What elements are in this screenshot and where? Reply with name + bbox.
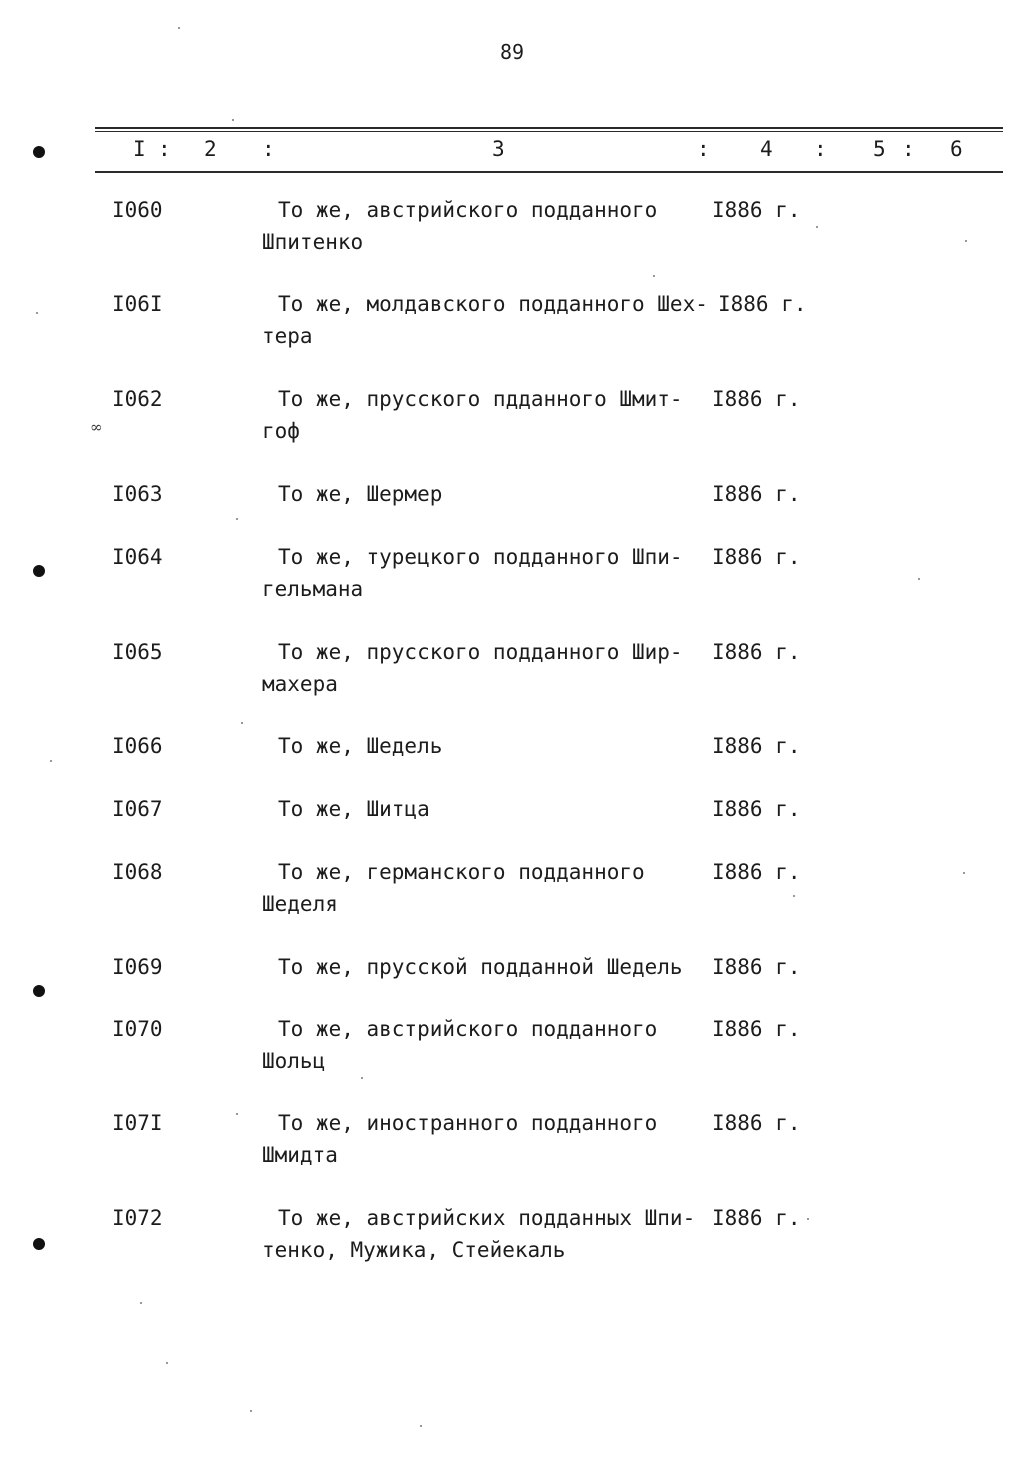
- scan-speck: [816, 226, 818, 228]
- record-title: То же, Шедель: [278, 734, 443, 758]
- record-row: [0, 545, 1024, 625]
- record-number: I060: [112, 198, 163, 222]
- record-title: То же, Шитца: [278, 797, 430, 821]
- binder-hole: [33, 146, 45, 158]
- record-title: То же, турецкого подданного Шпи-: [278, 545, 683, 569]
- record-year: I886 г.: [718, 292, 807, 316]
- record-number: I063: [112, 482, 163, 506]
- record-title: То же, австрийских подданных Шпи-: [278, 1206, 696, 1230]
- col-header-3: 3: [492, 137, 505, 161]
- scan-speck: [140, 1302, 142, 1304]
- record-number: I066: [112, 734, 163, 758]
- scan-speck: [236, 1113, 238, 1115]
- record-title-continued: гоф: [262, 419, 300, 443]
- record-title-continued: тенко, Мужика, Стейекаль: [262, 1238, 566, 1262]
- record-row: [0, 1017, 1024, 1097]
- col-header-5: 5: [873, 137, 886, 161]
- record-row: [0, 198, 1024, 278]
- binder-hole: [33, 985, 45, 997]
- scan-speck: [361, 1077, 363, 1079]
- record-title: То же, австрийского подданного: [278, 198, 658, 222]
- scan-speck: [232, 119, 234, 121]
- record-title: То же, германского подданного: [278, 860, 645, 884]
- record-title: То же, прусского пдданного Шмит-: [278, 387, 683, 411]
- record-title-continued: Шпитенко: [262, 230, 364, 254]
- record-number: I067: [112, 797, 163, 821]
- scan-speck: [236, 518, 238, 520]
- col-header-1: I: [133, 137, 146, 161]
- record-number: I070: [112, 1017, 163, 1041]
- record-year: I886 г.: [712, 640, 801, 664]
- scan-speck: [965, 240, 967, 242]
- record-year: I886 г.: [712, 1017, 801, 1041]
- record-number: I064: [112, 545, 163, 569]
- col-header-4: 4: [760, 137, 773, 161]
- record-number: I07I: [112, 1111, 163, 1135]
- record-year: I886 г.: [712, 1206, 801, 1230]
- record-title-continued: Шеделя: [262, 892, 338, 916]
- record-year: I886 г.: [712, 797, 801, 821]
- record-row: [0, 292, 1024, 372]
- record-row: [0, 1206, 1024, 1286]
- record-title-continued: гельмана: [262, 577, 364, 601]
- scan-speck: [250, 1410, 252, 1412]
- record-title: То же, молдавского подданного Шех-: [278, 292, 708, 316]
- scan-speck: [420, 1425, 422, 1427]
- record-row: [0, 640, 1024, 720]
- col-header-separator: :: [697, 137, 710, 161]
- record-title-continued: тера: [262, 324, 313, 348]
- col-header-separator: :: [902, 137, 915, 161]
- record-title: То же, иностранного подданного: [278, 1111, 658, 1135]
- binder-hole: [33, 1238, 45, 1250]
- record-row: [0, 387, 1024, 467]
- record-number: I069: [112, 955, 163, 979]
- col-header-6: 6: [950, 137, 963, 161]
- record-year: I886 г.: [712, 482, 801, 506]
- binder-hole: [33, 565, 45, 577]
- record-row: [0, 860, 1024, 940]
- record-title: То же, прусского подданного Шир-: [278, 640, 683, 664]
- header-top-rule-thin: [95, 131, 1003, 132]
- record-year: I886 г.: [712, 955, 801, 979]
- record-year: I886 г.: [712, 387, 801, 411]
- scan-speck: [50, 760, 52, 762]
- record-number: I072: [112, 1206, 163, 1230]
- record-number: I068: [112, 860, 163, 884]
- scan-speck: [807, 1218, 809, 1220]
- header-top-rule: [95, 127, 1003, 129]
- record-number: I065: [112, 640, 163, 664]
- record-year: I886 г.: [712, 860, 801, 884]
- record-year: I886 г.: [712, 198, 801, 222]
- scan-speck: [178, 27, 180, 29]
- record-title-continued: Шольц: [262, 1049, 326, 1073]
- record-title-continued: махера: [262, 672, 338, 696]
- record-title: То же, прусской подданной Шедель: [278, 955, 683, 979]
- header-bottom-rule: [95, 171, 1003, 173]
- record-year: I886 г.: [712, 545, 801, 569]
- record-title-continued: Шмидта: [262, 1143, 338, 1167]
- record-title: То же, австрийского подданного: [278, 1017, 658, 1041]
- scan-speck: [166, 1362, 168, 1364]
- scan-speck: [963, 872, 965, 874]
- handwritten-mark-icon: ∞: [90, 418, 103, 436]
- record-title: То же, Шермер: [278, 482, 443, 506]
- scan-speck: [918, 578, 920, 580]
- record-year: I886 г.: [712, 734, 801, 758]
- scan-speck: [241, 722, 243, 724]
- scan-speck: [36, 312, 38, 314]
- page-number: 89: [499, 40, 525, 64]
- col-header-2: 2: [204, 137, 217, 161]
- record-row: [0, 1111, 1024, 1191]
- scan-speck: [653, 275, 655, 277]
- col-header-separator: :: [158, 137, 171, 161]
- record-number: I06I: [112, 292, 163, 316]
- scan-speck: [793, 895, 795, 897]
- col-header-separator: :: [262, 137, 275, 161]
- record-number: I062: [112, 387, 163, 411]
- record-year: I886 г.: [712, 1111, 801, 1135]
- col-header-separator: :: [814, 137, 827, 161]
